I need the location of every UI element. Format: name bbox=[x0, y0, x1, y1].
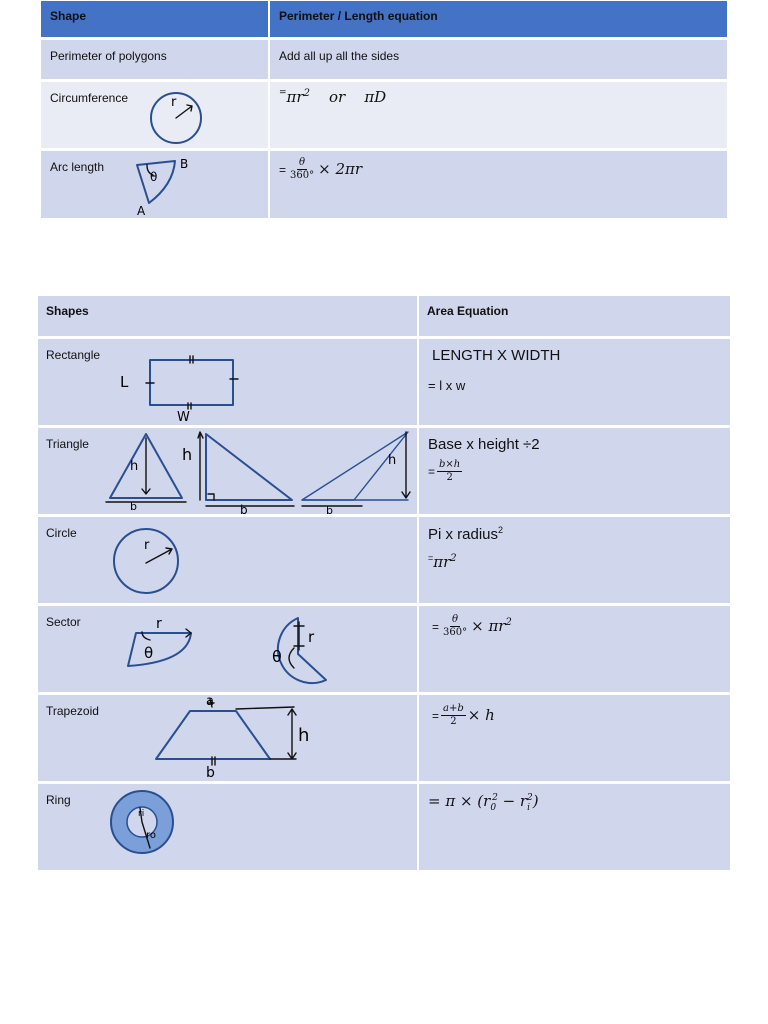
circumference-sketch bbox=[146, 90, 206, 150]
perimeter-polygons-equation: Add all up all the sides bbox=[268, 40, 727, 79]
table-row bbox=[38, 339, 730, 425]
circle-area-words: Pi x radius$^2$ bbox=[428, 525, 504, 543]
svg-text:B: B bbox=[180, 157, 189, 171]
table-row bbox=[38, 517, 730, 603]
header-shapes: Shapes bbox=[38, 296, 417, 336]
row-label-trapezoid: Trapezoid bbox=[46, 704, 99, 718]
rectangle-sketch bbox=[118, 353, 298, 423]
trapezoid-sketch bbox=[154, 695, 354, 781]
row-label-ring: Ring bbox=[46, 793, 71, 807]
svg-text:r: r bbox=[308, 628, 315, 646]
row-label-sector: Sector bbox=[46, 615, 81, 629]
triangle-area-equation: = $\frac{b\times h}{2}$ bbox=[428, 459, 461, 483]
svg-text:W: W bbox=[177, 410, 190, 425]
svg-text:b: b bbox=[206, 765, 215, 781]
row-label-arc-length: Arc length bbox=[50, 160, 105, 174]
svg-text:ro: ro bbox=[146, 830, 157, 841]
svg-text:h: h bbox=[182, 445, 193, 464]
header-area-equation: Area Equation bbox=[417, 296, 730, 336]
svg-text:a: a bbox=[206, 694, 214, 709]
area-header-row bbox=[38, 296, 730, 336]
table-row bbox=[38, 784, 730, 870]
header-perimeter-equation: Perimeter / Length equation bbox=[268, 1, 727, 37]
sector-sketch bbox=[126, 616, 376, 696]
ring-sketch bbox=[110, 792, 180, 862]
svg-text:h: h bbox=[388, 453, 397, 468]
svg-text:L: L bbox=[120, 373, 129, 391]
svg-text:θ: θ bbox=[144, 644, 154, 662]
trapezoid-area-equation: = $\frac{a+b}{2}$ × h bbox=[432, 703, 495, 727]
circumference-equation: $^=\pi r^2$ or πD bbox=[279, 88, 387, 106]
svg-text:b: b bbox=[240, 503, 248, 517]
table-row bbox=[38, 606, 730, 692]
rectangle-area-equation: = l x w bbox=[428, 378, 466, 393]
row-label-triangle: Triangle bbox=[46, 437, 89, 451]
triangle-area-words: Base x height ÷2 bbox=[428, 436, 540, 453]
radius-label: r bbox=[171, 95, 177, 110]
circle-sketch bbox=[112, 527, 182, 597]
table-row bbox=[41, 151, 727, 218]
table-row bbox=[38, 695, 730, 781]
table-row bbox=[41, 40, 727, 79]
row-label-perimeter-polygons: Perimeter of polygons bbox=[41, 40, 268, 79]
svg-text:A: A bbox=[137, 204, 146, 218]
row-label-circumference: Circumference bbox=[50, 91, 129, 105]
svg-text:ri: ri bbox=[138, 809, 145, 819]
header-shape: Shape bbox=[41, 1, 268, 37]
sector-area-equation: = $\frac{\theta}{360^\circ}$ × $\pi r^2$ bbox=[432, 614, 512, 638]
svg-text:θ: θ bbox=[272, 647, 282, 666]
row-label-rectangle: Rectangle bbox=[46, 348, 101, 362]
svg-text:b: b bbox=[130, 500, 137, 513]
svg-text:h: h bbox=[298, 725, 310, 746]
row-label-circle: Circle bbox=[46, 526, 77, 540]
ring-area-equation: = $\pi \times (r_0^2 - r_i^2)$ bbox=[428, 792, 539, 813]
svg-text:b: b bbox=[326, 504, 333, 517]
perimeter-header-row bbox=[41, 1, 727, 37]
area-table bbox=[38, 293, 730, 873]
arc-length-sketch bbox=[133, 155, 203, 219]
arc-length-equation: = $\frac{\theta}{360^\circ}$ × 2πr bbox=[279, 157, 363, 181]
circle-area-equation: $^=\pi r^2$ bbox=[428, 553, 457, 571]
table-row bbox=[41, 82, 727, 148]
triangle-sketch bbox=[102, 428, 412, 517]
table-row bbox=[38, 428, 730, 514]
svg-text:r: r bbox=[144, 538, 150, 553]
svg-text:r: r bbox=[156, 616, 162, 632]
perimeter-table bbox=[41, 0, 727, 221]
svg-text:θ: θ bbox=[150, 170, 158, 184]
rectangle-area-words: LENGTH X WIDTH bbox=[432, 347, 561, 364]
svg-text:h: h bbox=[130, 459, 139, 474]
